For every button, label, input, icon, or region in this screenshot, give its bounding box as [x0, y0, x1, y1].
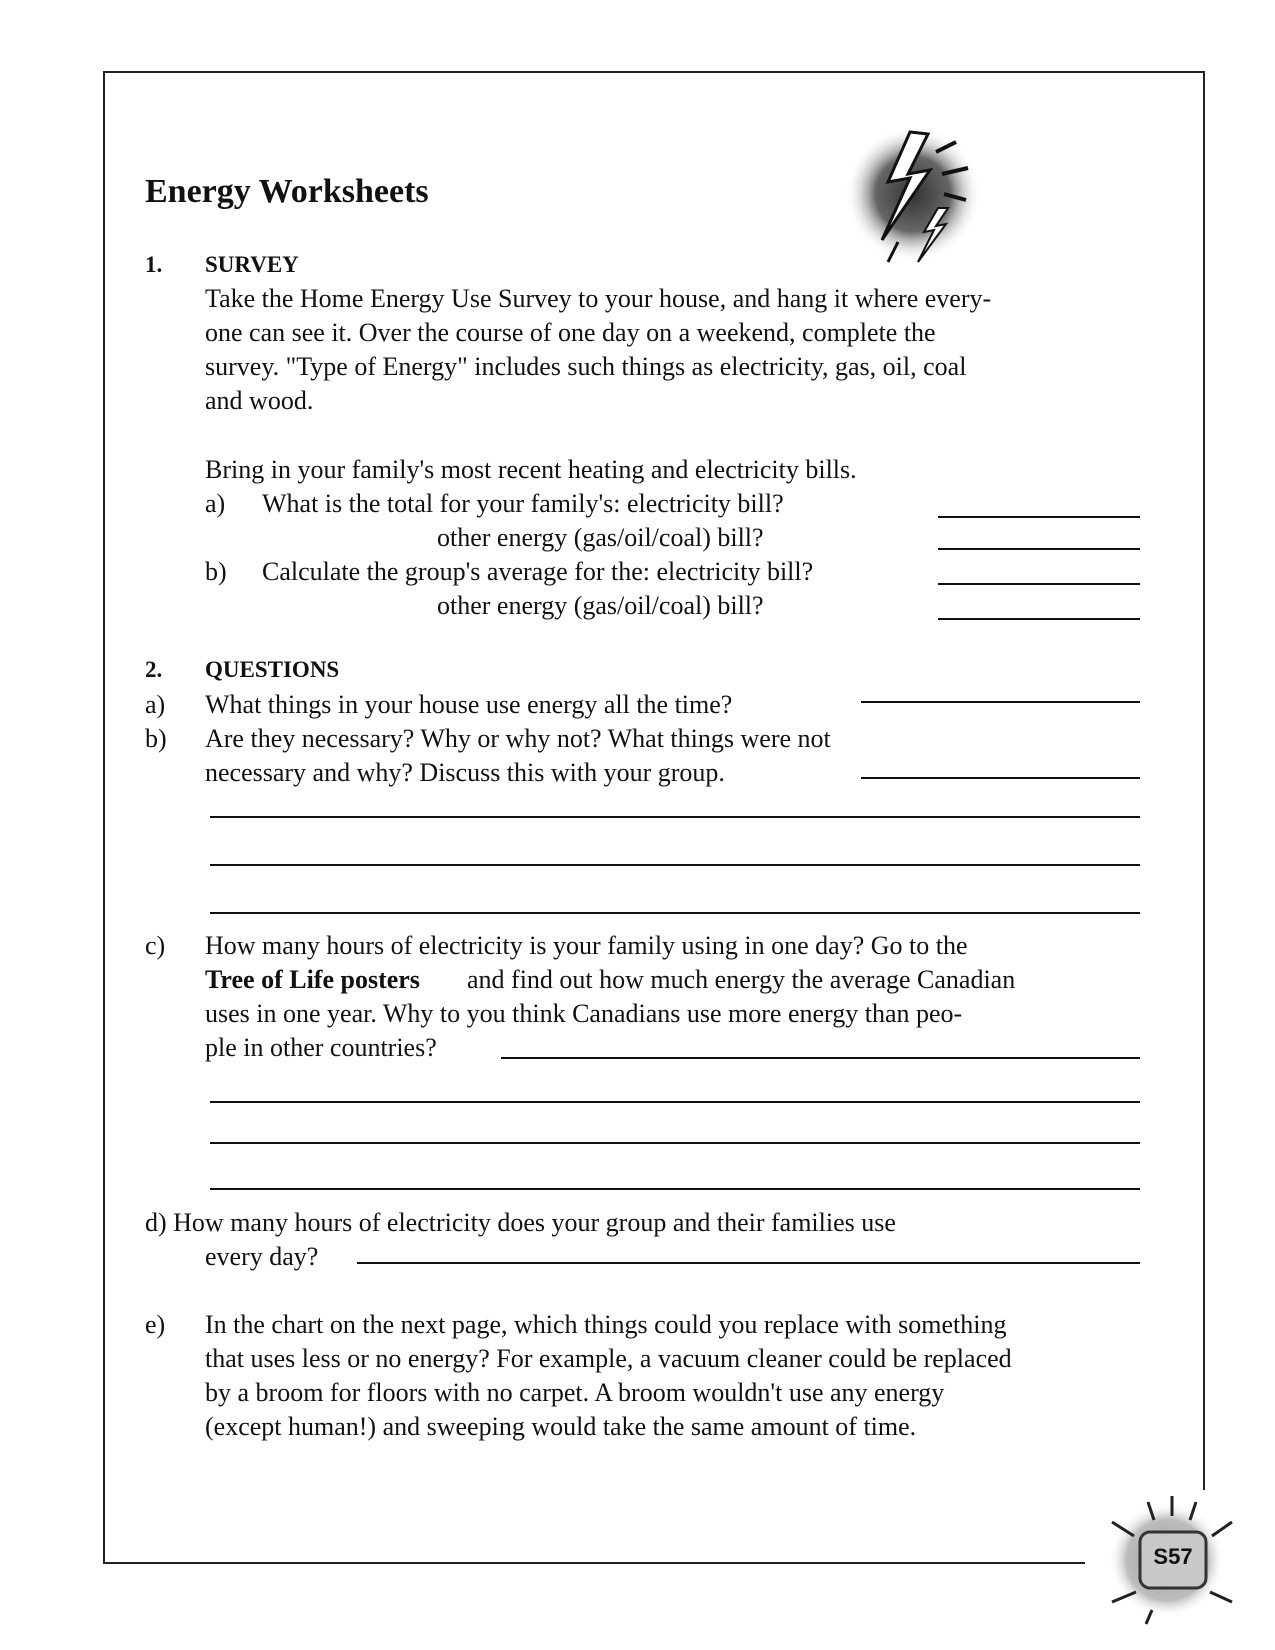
tree-of-life-posters: Tree of Life posters	[205, 965, 420, 994]
answer-line-2c-extra-3[interactable]	[210, 1188, 1140, 1190]
answer-line-2b-extra-2[interactable]	[210, 864, 1140, 866]
answer-line-2c-extra-2[interactable]	[210, 1142, 1140, 1144]
section-1-number: 1.	[145, 252, 163, 277]
answer-line-1b-electricity[interactable]	[938, 583, 1140, 585]
q2c-line-3: uses in one year. Why to you think Canadians use more energy than peo-	[205, 999, 963, 1028]
page-title: Energy Worksheets	[145, 173, 429, 210]
survey-paragraph-line-2: one can see it. Over the course of one day on a weekend, complete the	[205, 318, 936, 347]
survey-paragraph-line-1: Take the Home Energy Use Survey to your house, and hang it where every-	[205, 284, 992, 313]
q1b-marker: b)	[205, 557, 227, 586]
q2e-line-2: that uses less or no energy? For example, a vacuum cleaner could be replaced	[205, 1344, 1012, 1373]
q2b-marker: b)	[145, 724, 167, 753]
section-1-heading: SURVEY	[205, 252, 299, 277]
answer-line-1a-other[interactable]	[938, 548, 1140, 550]
q2d-line-2: every day?	[205, 1242, 319, 1271]
q2d-line-1: d) How many hours of electricity does your group and their families use	[145, 1208, 896, 1237]
q2a-marker: a)	[145, 690, 166, 719]
q2e-line-1: In the chart on the next page, which things could you replace with something	[205, 1310, 1007, 1339]
answer-line-2c[interactable]	[501, 1057, 1140, 1059]
q2b-line-2: necessary and why? Discuss this with your group.	[205, 758, 725, 787]
answer-line-2b-extra-1[interactable]	[210, 816, 1140, 818]
section-2-heading: QUESTIONS	[205, 657, 340, 682]
survey-paragraph-line-3: survey. "Type of Energy" includes such things as electricity, gas, oil, coal	[205, 352, 967, 381]
lightning-bolt-icon	[838, 112, 998, 272]
q2c-marker: c)	[145, 931, 166, 960]
answer-line-2a[interactable]	[861, 701, 1140, 703]
page-number-badge: S57	[1153, 1544, 1193, 1569]
q2c-line-2: and find out how much energy the average Canadian	[467, 965, 1016, 994]
section-2-number: 2.	[145, 657, 163, 682]
bills-intro: Bring in your family's most recent heating and electricity bills.	[205, 455, 857, 484]
q2c-line-1: How many hours of electricity is your family using in one day? Go to the	[205, 931, 968, 960]
q1a-marker: a)	[205, 489, 226, 518]
q1a-text: What is the total for your family's: electricity bill?	[262, 489, 784, 518]
q1b-other-text: other energy (gas/oil/coal) bill?	[437, 591, 764, 620]
q2a-text: What things in your house use energy all the time?	[205, 690, 733, 719]
answer-line-2b-extra-3[interactable]	[210, 912, 1140, 914]
answer-line-2b[interactable]	[861, 777, 1140, 779]
q1b-text: Calculate the group's average for the: electricity bill?	[262, 557, 814, 586]
survey-paragraph-line-4: and wood.	[205, 386, 314, 415]
q1a-other-text: other energy (gas/oil/coal) bill?	[437, 523, 764, 552]
q2e-marker: e)	[145, 1310, 166, 1339]
q2e-line-3: by a broom for floors with no carpet. A broom wouldn't use any energy	[205, 1378, 945, 1407]
q2c-line-4: ple in other countries?	[205, 1033, 437, 1062]
answer-line-1a-electricity[interactable]	[938, 516, 1140, 518]
q2b-line-1: Are they necessary? Why or why not? What things were not	[205, 724, 831, 753]
answer-line-2d[interactable]	[357, 1262, 1140, 1264]
answer-line-2c-extra-1[interactable]	[210, 1101, 1140, 1103]
answer-line-1b-other[interactable]	[938, 618, 1140, 620]
q2e-line-4: (except human!) and sweeping would take the same amount of time.	[205, 1412, 917, 1441]
